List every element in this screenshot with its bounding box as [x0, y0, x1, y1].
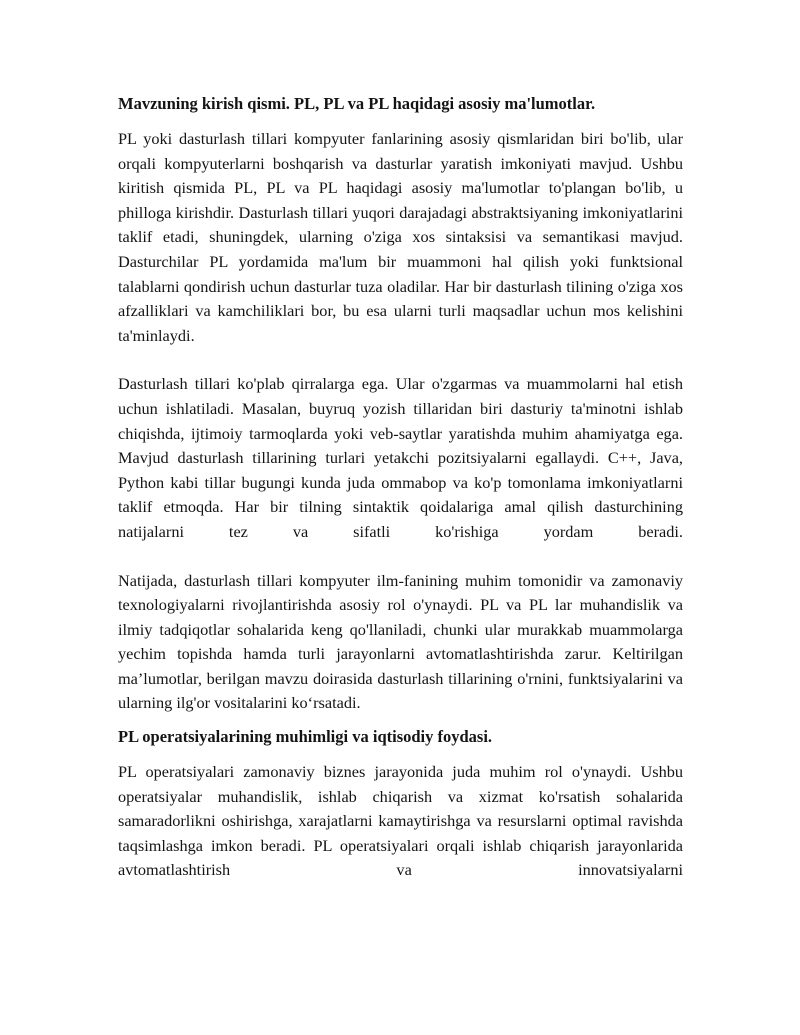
document-page	[118, 88, 683, 883]
paragraph-operations: PL operatsiyalari zamonaviy biznes jarayonida juda muhim rol o'ynaydi. Ushbu operatsiyalar muhandislik, ishlab chiqarish va xizmat ko'rsatish sohalarida samaradorlikni oshirishga, xarajatlarni kamaytirishga va resurslarni optimal ravishda taqsimlashga imkon beradi. PL operatsiyalari orqali ishlab chiqarish jarayonlarida avtomatlashtirish va innovatsiyalarni	[118, 762, 683, 880]
section-heading-intro: Mavzuning kirish qismi. PL, PL va PL haqidagi asosiy ma'lumotlar.	[118, 94, 596, 113]
paragraph-spacer	[118, 545, 683, 569]
section-heading-operations: PL operatsiyalarining muhimligi va iqtisodiy foydasi.	[118, 727, 493, 747]
paragraph-spacer	[118, 348, 683, 372]
paragraph-languages: Dasturlash tillari ko'plab qirralarga ega. Ular o'zgarmas va muammolarni hal etish uchun ishlatiladi. Masalan, buyruq yozish tillaridan biri dasturiy ta'minotni ishlab chiqishda, ijtimoiy tarmoqlarda yoki veb-saytlar yaratishda muhim ahamiyatga ega. Mavjud dasturlash tillarining turlari yetakchi pozitsiyalarni egallaydi. C++, Java, Python kabi tillar bugungi kunda juda ommabop va ko'p tomonlama imkoniyatlarni taklif etmoqda. Har bir tilning sintaktik qoidalariga amal qilish dasturchining natijalarni tez va sifatli ko'rishiga yordam beradi.	[118, 374, 683, 541]
paragraph-conclusion: Natijada, dasturlash tillari kompyuter ilm-fanining muhim tomonidir va zamonaviy texnologiyalarni rivojlantirishda asosiy rol o'ynaydi. PL va PL lar muhandislik va ilmiy tadqiqotlar sohalarida keng qo'llaniladi, chunki ular murakkab muammolarga yechim topishda hamda turli jarayonlarni avtomatlashtirishda zarur. Keltirilgan ma’lumotlar, berilgan mavzu doirasida dasturlash tillarining o'rnini, funktsiyalarini va ularning ilg'or vositalarini ko‘rsatadi.	[118, 570, 683, 713]
paragraph-intro: PL yoki dasturlash tillari kompyuter fanlarining asosiy qismlaridan biri bo'lib, ular orqali kompyuterlarni boshqarish va dasturlar yaratish imkoniyati mavjud. Ushbu kiritish qismida PL, PL va PL haqidagi asosiy ma'lumotlar to'plangan bo'lib, u philloga kirishdir. Dasturlash tillari yuqori darajadagi abstraktsiyaning imkoniyatlarini taklif etadi, shuningdek, ularning o'ziga xos sintaksisi va semantikasi mavjud. Dasturchilar PL yordamida ma'lum bir muammoni hal qilish yoki funktsional talablarni qondirish uchun dasturlar tuza oladilar. Har bir dasturlash tilining o'ziga xos afzalliklari va kamchiliklari bor, bu esa ularni turli maqsadlar uchun mos kelishini ta'minlaydi.	[118, 129, 683, 345]
